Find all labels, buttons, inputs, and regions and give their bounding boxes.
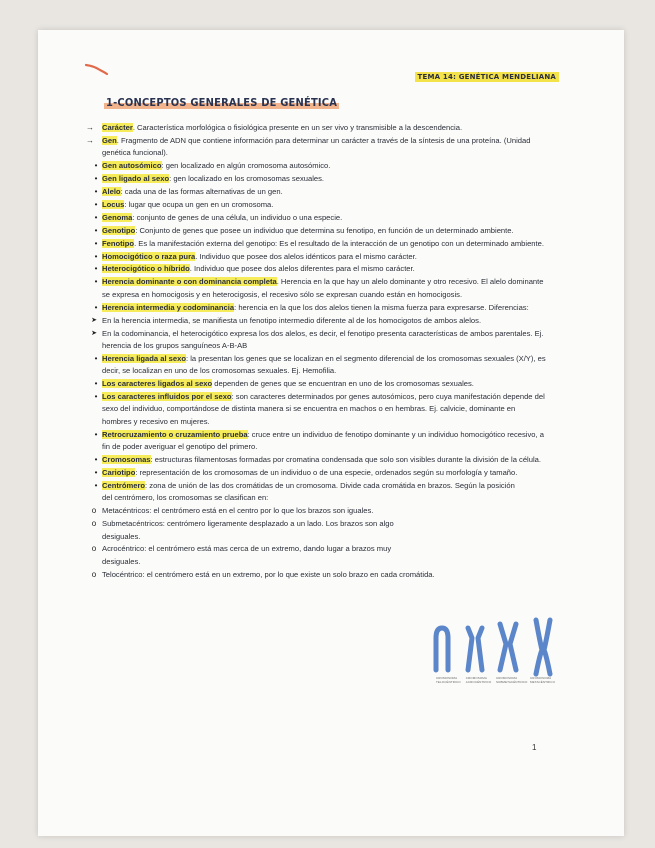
term: Cariotipo: [102, 467, 136, 477]
definition: : gen localizado en los cromosomas sexuales.: [169, 174, 325, 184]
dot-bullet-icon: •: [94, 277, 98, 287]
entry-metacentricos: [86, 505, 426, 517]
definition: . Herencia en la que hay un alelo dominante y otro recesivo. El alelo dominante se expresa en homocigosis y en heterocigosis, el recesivo sólo se expresan cuando están en homocigosis.: [102, 277, 544, 299]
definition: Acrocéntrico: el centrómero está mas cerca de un extremo, dando lugar a brazos muy desiguales.: [102, 544, 392, 566]
definition: : estructuras filamentosas formadas por cromatina condensada que solo son visibles durante la división de la célula.: [150, 455, 541, 465]
chromosome-label: CROMOSOMA TELOCÉNTRICO: [436, 676, 461, 684]
dot-bullet-icon: •: [94, 379, 98, 389]
entry-herencia-dominante: [86, 276, 546, 301]
entry-caracteres-ligados: [86, 378, 546, 390]
dot-bullet-icon: •: [94, 251, 98, 261]
term: Cromosomas: [102, 455, 151, 465]
definition: : cada una de las formas alternativas de un gen.: [120, 187, 283, 197]
chromosome-label: CROMOSOMA ACROCÉNTRICO: [465, 676, 492, 684]
dot-bullet-icon: •: [94, 174, 98, 184]
entry-homocigotico: [86, 251, 546, 263]
definition: En la codominancia, el heterocigótico expresa los dos alelos, es decir, el fenotipo presenta características de ambos parentales. Ej. herencia de los grupos sanguíneos A-B-AB: [102, 328, 544, 350]
entry-retrocruzamiento: [86, 429, 546, 454]
dot-bullet-icon: •: [94, 199, 98, 209]
entry-telocentrico: [86, 569, 546, 581]
topic-header: TEMA 14: GENÉTICA MENDELIANA: [415, 72, 559, 82]
definition: : gen localizado en algún cromosoma autosómico.: [161, 161, 331, 171]
triangle-bullet-icon: ➤: [91, 316, 97, 324]
dot-bullet-icon: •: [94, 455, 98, 465]
definition: Metacéntricos: el centrómero está en el centro por lo que los brazos son iguales.: [102, 506, 374, 516]
entry-locus: [86, 199, 546, 211]
definition: : Conjunto de genes que posee un individuo que determina su fenotipo, en función de un determinado ambiente.: [135, 225, 514, 235]
term: Genotipo: [102, 225, 136, 235]
dot-bullet-icon: •: [94, 429, 98, 439]
dot-bullet-icon: •: [94, 480, 98, 490]
term: Gen ligado al sexo: [102, 174, 170, 184]
dot-bullet-icon: •: [94, 161, 98, 171]
submetacentric-chromosome-icon: [500, 624, 516, 670]
definition: : representación de los cromosomas de un individuo o de una especie, ordenados según su morfología y tamaño.: [135, 467, 518, 477]
entry-gen-ligado-sexo: [86, 173, 546, 185]
dot-bullet-icon: •: [94, 467, 98, 477]
term: Homocigótico o raza pura: [102, 251, 196, 261]
arrow-bullet-icon: →: [86, 135, 94, 145]
definition: . Característica morfológica o fisiológica presente en un ser vivo y transmisible a la descendencia.: [132, 123, 463, 132]
concept-list: [86, 122, 546, 582]
entry-genotipo: [86, 225, 546, 237]
triangle-bullet-icon: ➤: [91, 329, 97, 337]
dot-bullet-icon: •: [94, 238, 98, 248]
pen-stroke-decoration: [84, 62, 110, 76]
entry-gen-autosomico: [86, 160, 546, 172]
term: Locus: [102, 199, 125, 209]
entry-submetacentricos: [86, 518, 426, 543]
definition: : la presentan los genes que se localizan en el segmento diferencial de los cromosomas sexuales (X/Y), es decir, se localizan en uno de los cromosomas sexuales. Ej. Hemofilia.: [102, 353, 546, 376]
entry-heterocigotico: [86, 263, 546, 275]
telocentric-chromosome-icon: [436, 628, 448, 670]
dot-bullet-icon: •: [94, 264, 98, 274]
entry-herencia-intermedia: [86, 302, 546, 314]
definition: : son caracteres determinados por genes autosómicos, pero cuya manifestación depende del sexo del individuo, comportándose de distinta manera si se encuentra en machos o en hembras. Ej. calvicie, dominante en hombres y recesivo en mujeres.: [102, 392, 545, 426]
term: Los caracteres influidos por el sexo: [102, 392, 232, 402]
term: Alelo: [102, 187, 121, 197]
dot-bullet-icon: •: [94, 212, 98, 222]
entry-cariotipo: [86, 467, 546, 479]
term: Centrómero: [102, 480, 146, 490]
circle-bullet-icon: o: [91, 569, 97, 579]
term: Fenotipo: [102, 238, 135, 248]
dot-bullet-icon: •: [94, 392, 98, 402]
term: Herencia intermedia y codominancia: [102, 302, 235, 312]
entry-fenotipo: [86, 238, 546, 250]
definition: : zona de unión de las dos cromátidas de un cromosoma. Divide cada cromátida en brazos. Según la posición del centrómero, los cromosomas se clasifican en:: [102, 480, 515, 503]
definition: : cruce entre un individuo de fenotipo dominante y un individuo homocigótico recesivo, a fin de poder averiguar el genotipo del primero.: [102, 429, 544, 452]
entry-genoma: [86, 212, 546, 224]
acrocentric-chromosome-icon: [468, 628, 482, 670]
entry-diferencia-intermedia: [86, 315, 546, 327]
definition: : lugar que ocupa un gen en un cromosoma.: [124, 199, 274, 209]
dot-bullet-icon: •: [94, 187, 98, 197]
metacentric-chromosome-icon: [536, 620, 550, 674]
chromosome-label: CROMOSOMA SUBMETACÉNTRICO: [495, 676, 528, 684]
page-number: 1: [532, 743, 537, 752]
term: Herencia dominante o con dominancia completa: [102, 277, 277, 287]
term: Gen: [102, 135, 117, 145]
term: Retrocruzamiento o cruzamiento prueba: [102, 429, 248, 439]
entry-centromero: [86, 480, 526, 505]
circle-bullet-icon: o: [91, 506, 97, 516]
dot-bullet-icon: •: [94, 225, 98, 235]
definition: : conjunto de genes de una célula, un individuo o una especie.: [132, 212, 343, 222]
chromosome-labels: [436, 676, 560, 684]
definition: . Fragmento de ADN que contiene información para determinar un carácter a través de la síntesis de una proteína. (Unidad genética funcional).: [102, 135, 531, 158]
term: Genoma: [102, 212, 133, 222]
entry-herencia-ligada-sexo: [86, 353, 546, 378]
entry-gen: [86, 135, 546, 160]
definition: . Individuo que posee dos alelos idénticos para el mismo carácter.: [195, 251, 417, 261]
term: Gen autosómico: [102, 161, 162, 171]
circle-bullet-icon: o: [91, 519, 97, 529]
term: Heterocigótico o híbrido: [102, 264, 190, 274]
definition: . Es la manifestación externa del genotipo: Es el resultado de la interacción de un genotipo con un determinado ambiente.: [134, 238, 544, 248]
entry-alelo: [86, 186, 546, 198]
dot-bullet-icon: •: [94, 302, 98, 312]
term: Herencia ligada al sexo: [102, 353, 186, 363]
term: Los caracteres ligados al sexo: [102, 379, 213, 389]
entry-caracter: [86, 122, 546, 134]
definition: En la herencia intermedia, se manifiesta un fenotipo intermedio diferente al de los homocigotos de ambos alelos.: [102, 315, 482, 325]
definition: Telocéntrico: el centrómero está en un extremo, por lo que existe un solo brazo en cada cromátida.: [102, 569, 435, 579]
circle-bullet-icon: o: [91, 544, 97, 554]
definition: . Individuo que posee dos alelos diferentes para el mismo carácter.: [189, 264, 415, 274]
entry-caracteres-influidos: [86, 391, 546, 428]
chromosome-label: CROMOSOMA METACÉNTRICO: [530, 676, 556, 684]
entry-cromosomas: [86, 454, 546, 466]
term: Carácter: [102, 123, 133, 132]
entry-acrocentrico: [86, 543, 426, 568]
definition: dependen de genes que se encuentran en uno de los cromosomas sexuales.: [212, 379, 474, 389]
section-title: 1-CONCEPTOS GENERALES DE GENÉTICA: [106, 96, 338, 109]
entry-diferencia-codominancia: [86, 328, 546, 353]
arrow-bullet-icon: →: [86, 123, 94, 132]
dot-bullet-icon: •: [94, 353, 98, 363]
definition: Submetacéntricos: centrómero ligeramente desplazado a un lado. Los brazos son algo desiguales.: [102, 519, 394, 541]
definition: : herencia en la que los dos alelos tienen la misma fuerza para expresarse. Diferencias:: [234, 302, 529, 312]
